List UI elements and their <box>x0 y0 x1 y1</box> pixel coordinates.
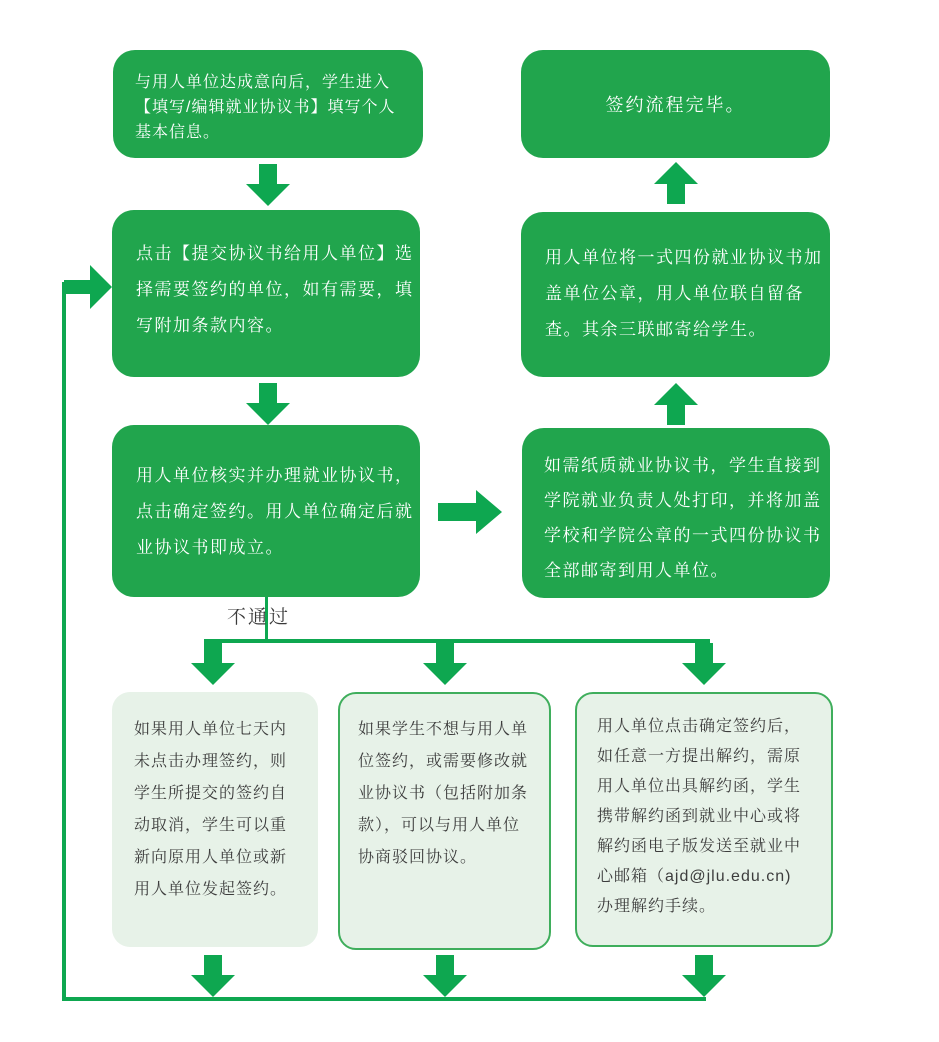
feedback-loop-vertical-line <box>62 282 66 1001</box>
node-employer-seal-mail: 用人单位将一式四份就业协议书加 盖单位公章，用人单位联自留备 查。其余三联邮寄给学生。 <box>521 212 830 377</box>
case-contract-termination: 用人单位点击确定签约后， 如任意一方提出解约，需原 用人单位出具解约函，学生 携带解约函到就业中心或将 解约函电子版发送至就业中 心邮箱（ajd@jlu.edu.cn) 办理解约手续。 <box>575 692 833 947</box>
node-process-complete: 签约流程完毕。 <box>521 50 830 158</box>
arrow-down-icon <box>191 955 235 997</box>
arrow-up-icon <box>654 162 698 204</box>
node-submit-agreement: 点击【提交协议书给用人单位】选 择需要签约的单位，如有需要，填 写附加条款内容。 <box>112 210 420 377</box>
arrow-down-icon <box>191 643 235 685</box>
node-print-agreement: 如需纸质就业协议书，学生直接到 学院就业负责人处打印，并将加盖 学校和学院公章的一式四份协议书 全部邮寄到用人单位。 <box>522 428 830 598</box>
arrow-down-icon <box>246 164 290 206</box>
node-employer-confirm: 用人单位核实并办理就业协议书， 点击确定签约。用人单位确定后就 业协议书即成立。 <box>112 425 420 597</box>
case-timeout-auto-cancel: 如果用人单位七天内 未点击办理签约，则 学生所提交的签约自 动取消，学生可以重 新向原用人单位或新 用人单位发起签约。 <box>112 692 318 947</box>
arrow-down-icon <box>682 955 726 997</box>
arrow-up-icon <box>654 383 698 425</box>
node-fill-agreement: 与用人单位达成意向后，学生进入 【填写/编辑就业协议书】填写个人 基本信息。 <box>113 50 423 158</box>
arrow-down-icon <box>246 383 290 425</box>
case-student-reject: 如果学生不想与用人单 位签约，或需要修改就 业协议书（包括附加条 款），可以与用人单位 协商驳回协议。 <box>338 692 551 950</box>
arrow-right-icon <box>64 265 112 309</box>
arrow-down-icon <box>682 643 726 685</box>
arrow-down-icon <box>423 643 467 685</box>
feedback-loop-bottom-line <box>62 997 706 1001</box>
branch-label-not-approved: 不通过 <box>227 607 291 628</box>
arrow-down-icon <box>423 955 467 997</box>
arrow-right-icon <box>438 490 502 534</box>
